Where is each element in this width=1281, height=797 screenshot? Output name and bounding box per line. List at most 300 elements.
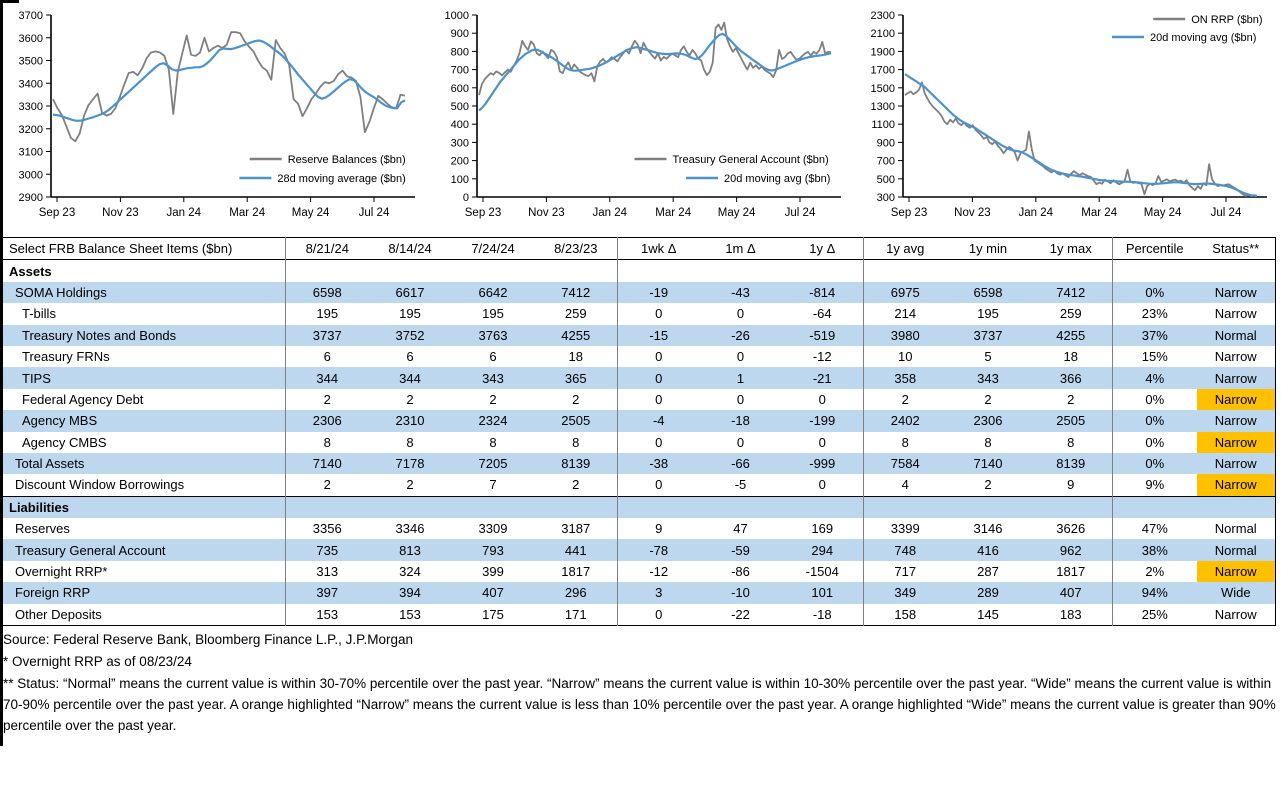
value-cell: 962 xyxy=(1030,539,1113,560)
value-cell xyxy=(947,496,1030,518)
svg-text:Sep 23: Sep 23 xyxy=(464,207,502,219)
percentile-cell: 0% xyxy=(1145,391,1165,407)
svg-text:700: 700 xyxy=(450,64,469,77)
row-label: Total Assets xyxy=(3,453,286,474)
value-cell: 7412 xyxy=(1030,282,1113,303)
percentile-cell: 0% xyxy=(1113,410,1197,431)
table-row xyxy=(3,367,1276,388)
value-cell: 8 xyxy=(1030,432,1113,453)
table-row xyxy=(3,325,1276,346)
row-label: Agency MBS xyxy=(3,410,286,431)
col-header: 1y min xyxy=(968,241,1008,257)
percentile-cell: 2% xyxy=(1145,564,1165,580)
row-label: Overnight RRP* xyxy=(3,561,286,582)
svg-text:1700: 1700 xyxy=(870,64,895,77)
value-cell: 169 xyxy=(782,518,864,539)
value-cell: 287 xyxy=(977,564,999,580)
value-cell: 313 xyxy=(316,564,339,580)
status-definition-note: ** Status: “Normal” means the current value is within 30-70% percentile over the past year. “Narrow” means the current value is within 10-30% percentile over the past year. “Wide” means the current value is within 70-90% percentile over the past year. A orange highlighted “Narrow” means the current value is less than 10% percentile over the past year. A orange highlighted “Wide” means the current value is greater than 90% percentile over the past year. xyxy=(3,676,1276,734)
value-cell: 0 xyxy=(782,389,864,410)
svg-text:700: 700 xyxy=(876,155,895,168)
value-cell: -86 xyxy=(731,564,750,580)
value-cell: 1817 xyxy=(1030,561,1113,582)
value-cell: -1504 xyxy=(782,561,864,582)
value-cell: -15 xyxy=(618,325,700,346)
value-cell: 1817 xyxy=(535,561,618,582)
value-cell: -5 xyxy=(734,477,747,493)
value-cell: 3980 xyxy=(864,325,947,346)
value-cell: 3346 xyxy=(395,521,425,537)
value-cell: 3 xyxy=(618,582,700,603)
svg-text:3000: 3000 xyxy=(18,169,43,182)
value-cell: 9 xyxy=(1030,474,1113,496)
value-cell: -38 xyxy=(618,453,700,474)
table-row xyxy=(3,389,1276,410)
value-cell: 259 xyxy=(1030,303,1113,324)
value-cell: 0 xyxy=(736,306,745,322)
value-cell: 7205 xyxy=(452,453,535,474)
value-cell xyxy=(700,496,782,518)
svg-text:Nov 23: Nov 23 xyxy=(954,207,991,219)
status-cell xyxy=(1197,260,1276,282)
value-cell: 407 xyxy=(452,582,535,603)
value-cell: 2 xyxy=(489,391,497,407)
value-cell xyxy=(535,496,618,518)
value-cell: 153 xyxy=(316,606,339,622)
table-row xyxy=(3,303,1276,324)
svg-text:3300: 3300 xyxy=(18,101,43,113)
value-cell: 2310 xyxy=(369,410,452,431)
status-cell: Narrow xyxy=(1197,453,1276,474)
value-cell xyxy=(864,496,947,518)
col-header: 7/24/24 xyxy=(471,241,515,257)
value-cell: 101 xyxy=(782,582,864,603)
svg-text:300: 300 xyxy=(450,137,469,150)
value-cell: 813 xyxy=(369,539,452,560)
row-label: Liabilities xyxy=(3,496,286,518)
col-header: 1y avg xyxy=(886,241,925,257)
percentile-cell: 25% xyxy=(1141,606,1168,622)
value-cell: 6617 xyxy=(369,282,452,303)
value-cell: 1 xyxy=(700,367,782,388)
value-cell xyxy=(864,260,947,282)
value-cell: 3737 xyxy=(286,325,369,346)
table-row xyxy=(3,518,1276,539)
row-label: Reserves xyxy=(3,518,286,539)
svg-text:ON RRP ($bn): ON RRP ($bn) xyxy=(1191,14,1263,26)
percentile-cell: 4% xyxy=(1113,367,1197,388)
col-header: 1m Δ xyxy=(725,241,756,257)
percentile-cell: 0% xyxy=(1113,453,1197,474)
svg-text:May 24: May 24 xyxy=(1143,207,1182,219)
row-label: Other Deposits xyxy=(3,604,286,626)
status-cell: Narrow xyxy=(1214,349,1257,365)
value-cell: 0 xyxy=(736,391,745,407)
value-cell: 3356 xyxy=(312,521,342,537)
col-header: 8/21/24 xyxy=(305,241,349,257)
svg-text:400: 400 xyxy=(450,119,469,132)
table-row xyxy=(3,604,1276,626)
svg-text:3500: 3500 xyxy=(18,55,43,68)
col-header: 8/14/24 xyxy=(388,241,432,257)
svg-text:Jan 24: Jan 24 xyxy=(166,207,202,219)
value-cell: 748 xyxy=(864,539,947,560)
value-cell: 18 xyxy=(535,346,618,367)
value-cell: 4255 xyxy=(1030,325,1113,346)
svg-text:Jan 24: Jan 24 xyxy=(1018,207,1054,219)
value-cell: 294 xyxy=(782,539,864,560)
percentile-cell xyxy=(1113,260,1197,282)
value-cell: 0 xyxy=(655,306,663,322)
svg-text:3100: 3100 xyxy=(18,146,43,159)
chart-reserve-balances xyxy=(3,5,429,233)
value-cell: 195 xyxy=(316,306,339,322)
page-border-left xyxy=(0,0,3,746)
svg-text:Nov 23: Nov 23 xyxy=(102,207,139,219)
value-cell: 735 xyxy=(286,539,369,560)
value-cell: 0 xyxy=(736,434,745,450)
chart-on-rrp xyxy=(855,5,1281,233)
value-cell: 145 xyxy=(977,606,999,622)
value-cell: 296 xyxy=(535,582,618,603)
value-cell: 3399 xyxy=(890,521,920,537)
row-label: T-bills xyxy=(3,303,286,324)
svg-text:28d moving average ($bn): 28d moving average ($bn) xyxy=(277,173,406,185)
value-cell: 195 xyxy=(399,306,421,322)
row-label: Discount Window Borrowings xyxy=(3,474,286,496)
value-cell xyxy=(286,260,369,282)
percentile-cell: 47% xyxy=(1141,521,1168,537)
table-row xyxy=(3,282,1276,303)
value-cell: 195 xyxy=(977,306,999,322)
value-cell: 4 xyxy=(901,477,909,493)
svg-text:800: 800 xyxy=(450,46,469,59)
value-cell: 2306 xyxy=(286,410,369,431)
value-cell: 5 xyxy=(984,349,992,365)
value-cell: -814 xyxy=(782,282,864,303)
on-rrp-line-chart xyxy=(855,5,1281,231)
percentile-cell: 0% xyxy=(1113,282,1197,303)
svg-text:1000: 1000 xyxy=(444,10,469,22)
value-cell: 6642 xyxy=(452,282,535,303)
value-cell: 793 xyxy=(452,539,535,560)
section-row xyxy=(3,496,1276,518)
status-cell: Narrow xyxy=(1214,606,1257,622)
value-cell: 3187 xyxy=(535,518,618,539)
value-cell: 214 xyxy=(894,306,917,322)
svg-text:Treasury General Account ($bn): Treasury General Account ($bn) xyxy=(672,154,829,166)
value-cell: 394 xyxy=(369,582,452,603)
value-cell: 8 xyxy=(535,432,618,453)
table-row xyxy=(3,582,1276,603)
value-cell: 365 xyxy=(535,367,618,388)
value-cell: 2324 xyxy=(452,410,535,431)
svg-text:May 24: May 24 xyxy=(291,207,330,219)
value-cell: 344 xyxy=(286,367,369,388)
col-header: 1wk Δ xyxy=(641,241,677,257)
section-row xyxy=(3,260,1276,282)
value-cell: 171 xyxy=(535,604,618,626)
col-header: Percentile xyxy=(1125,241,1184,257)
svg-text:Jul 24: Jul 24 xyxy=(784,207,816,219)
svg-text:3700: 3700 xyxy=(18,10,43,22)
table-row xyxy=(3,453,1276,474)
rrp-asof-note: * Overnight RRP as of 08/23/24 xyxy=(3,654,192,670)
value-cell: 7178 xyxy=(369,453,452,474)
percentile-cell: 94% xyxy=(1113,582,1197,603)
value-cell: 2 xyxy=(984,477,992,493)
value-cell: 349 xyxy=(864,582,947,603)
row-label: Federal Agency Debt xyxy=(3,389,286,410)
value-cell: 441 xyxy=(535,539,618,560)
value-cell: -4 xyxy=(618,410,700,431)
value-cell: 8 xyxy=(323,434,331,450)
value-cell: 7412 xyxy=(535,282,618,303)
status-cell: Narrow xyxy=(1197,389,1276,410)
value-cell: 289 xyxy=(947,582,1030,603)
value-cell xyxy=(452,496,535,518)
svg-text:Mar 24: Mar 24 xyxy=(1081,207,1118,219)
svg-text:500: 500 xyxy=(450,101,469,113)
value-cell: 2 xyxy=(406,477,414,493)
value-cell: 8 xyxy=(489,434,497,450)
svg-text:Jul 24: Jul 24 xyxy=(1210,207,1242,219)
value-cell: 3626 xyxy=(1030,518,1113,539)
value-cell: -12 xyxy=(649,564,669,580)
svg-text:1100: 1100 xyxy=(871,119,895,132)
table-row xyxy=(3,474,1276,496)
balance-sheet-table xyxy=(2,237,1276,626)
svg-text:600: 600 xyxy=(450,82,469,95)
value-cell: -199 xyxy=(782,410,864,431)
value-cell: 2505 xyxy=(535,410,618,431)
svg-text:200: 200 xyxy=(450,155,469,168)
status-cell: Normal xyxy=(1197,325,1276,346)
page-border-top xyxy=(0,0,19,3)
table-title: Select FRB Balance Sheet Items ($bn) xyxy=(3,238,286,260)
value-cell: 8 xyxy=(406,434,414,450)
svg-text:2900: 2900 xyxy=(18,192,43,204)
svg-text:20d moving avg ($bn): 20d moving avg ($bn) xyxy=(1150,32,1257,44)
table-row xyxy=(3,432,1276,453)
table-row xyxy=(3,561,1276,582)
value-cell: 6598 xyxy=(286,282,369,303)
value-cell: -64 xyxy=(782,303,864,324)
value-cell: 183 xyxy=(1030,604,1113,626)
value-cell: 2 xyxy=(406,391,414,407)
value-cell: 6 xyxy=(323,349,331,365)
value-cell: 397 xyxy=(286,582,369,603)
value-cell xyxy=(618,260,700,282)
table-header-row xyxy=(3,238,1276,260)
svg-text:500: 500 xyxy=(876,173,895,186)
value-cell: 259 xyxy=(535,303,618,324)
value-cell: -43 xyxy=(700,282,782,303)
status-cell: Wide xyxy=(1197,582,1276,603)
value-cell: -18 xyxy=(700,410,782,431)
value-cell: 8 xyxy=(984,434,992,450)
percentile-cell: 15% xyxy=(1141,349,1168,365)
value-cell: 6 xyxy=(406,349,414,365)
value-cell: 416 xyxy=(947,539,1030,560)
status-cell: Narrow xyxy=(1197,367,1276,388)
value-cell: 0 xyxy=(655,349,663,365)
row-label: Agency CMBS xyxy=(3,432,286,453)
value-cell: 343 xyxy=(947,367,1030,388)
status-cell xyxy=(1197,496,1276,518)
value-cell: 366 xyxy=(1030,367,1113,388)
svg-text:Jan 24: Jan 24 xyxy=(592,207,628,219)
svg-text:300: 300 xyxy=(876,192,895,204)
row-label: TIPS xyxy=(3,367,286,388)
value-cell: 344 xyxy=(369,367,452,388)
svg-text:Sep 23: Sep 23 xyxy=(890,207,928,219)
svg-text:Mar 24: Mar 24 xyxy=(655,207,692,219)
value-cell: 407 xyxy=(1030,582,1113,603)
value-cell: -12 xyxy=(782,346,864,367)
value-cell: 0 xyxy=(655,477,663,493)
value-cell: -26 xyxy=(700,325,782,346)
value-cell: 2505 xyxy=(1030,410,1113,431)
value-cell: 3763 xyxy=(452,325,535,346)
value-cell: 4255 xyxy=(535,325,618,346)
value-cell: -19 xyxy=(618,282,700,303)
svg-text:Jul 24: Jul 24 xyxy=(358,207,390,219)
value-cell: -18 xyxy=(782,604,864,626)
svg-text:2300: 2300 xyxy=(870,10,895,22)
value-cell: 3737 xyxy=(947,325,1030,346)
table-row xyxy=(3,410,1276,431)
value-cell: 7 xyxy=(489,477,497,493)
value-cell xyxy=(1030,260,1113,282)
svg-text:3400: 3400 xyxy=(18,78,43,91)
source-note: Source: Federal Reserve Bank, Bloomberg Finance L.P., J.P.Morgan xyxy=(3,632,413,648)
value-cell xyxy=(947,260,1030,282)
value-cell xyxy=(452,260,535,282)
value-cell xyxy=(1030,496,1113,518)
svg-text:Mar 24: Mar 24 xyxy=(229,207,266,219)
percentile-cell: 23% xyxy=(1141,306,1168,322)
col-header: Status** xyxy=(1212,241,1260,257)
svg-text:0: 0 xyxy=(462,192,469,204)
value-cell: 0 xyxy=(618,367,700,388)
value-cell: 195 xyxy=(482,306,504,322)
status-cell: Narrow xyxy=(1214,306,1257,322)
value-cell: -999 xyxy=(782,453,864,474)
value-cell: 2 xyxy=(323,391,331,407)
value-cell: -21 xyxy=(782,367,864,388)
value-cell: 2306 xyxy=(947,410,1030,431)
value-cell: 9 xyxy=(655,521,663,537)
percentile-cell: 0% xyxy=(1145,434,1165,450)
value-cell: 2 xyxy=(1030,389,1113,410)
value-cell: 175 xyxy=(482,606,504,622)
value-cell: 3309 xyxy=(478,521,508,537)
percentile-cell: 37% xyxy=(1113,325,1197,346)
value-cell: 47 xyxy=(733,521,748,537)
value-cell xyxy=(782,496,864,518)
value-cell: 2 xyxy=(535,389,618,410)
svg-text:900: 900 xyxy=(450,28,469,41)
svg-text:3200: 3200 xyxy=(18,123,43,136)
table-row xyxy=(3,539,1276,560)
svg-text:2100: 2100 xyxy=(870,28,895,41)
value-cell: 717 xyxy=(894,564,917,580)
status-cell: Narrow xyxy=(1197,410,1276,431)
value-cell: 153 xyxy=(399,606,421,622)
svg-text:900: 900 xyxy=(876,137,895,150)
value-cell: 6 xyxy=(489,349,497,365)
value-cell xyxy=(618,496,700,518)
value-cell xyxy=(369,496,452,518)
charts-row xyxy=(3,0,1281,233)
table-row xyxy=(3,346,1276,367)
value-cell: 2 xyxy=(535,474,618,496)
col-header: 1y Δ xyxy=(782,238,864,260)
value-cell: 8139 xyxy=(1030,453,1113,474)
row-label: Treasury General Account xyxy=(3,539,286,560)
value-cell xyxy=(535,260,618,282)
row-label: Treasury FRNs xyxy=(3,346,286,367)
value-cell: 0 xyxy=(655,606,663,622)
svg-text:1300: 1300 xyxy=(870,101,895,113)
status-cell: Normal xyxy=(1197,539,1276,560)
percentile-cell xyxy=(1113,496,1197,518)
value-cell: 0 xyxy=(736,349,745,365)
svg-text:Nov 23: Nov 23 xyxy=(528,207,565,219)
value-cell xyxy=(286,496,369,518)
value-cell: 0 xyxy=(655,391,663,407)
value-cell: 158 xyxy=(894,606,917,622)
svg-text:1900: 1900 xyxy=(870,46,895,59)
value-cell: 3752 xyxy=(369,325,452,346)
value-cell xyxy=(700,260,782,282)
svg-text:100: 100 xyxy=(450,173,469,186)
value-cell: -78 xyxy=(618,539,700,560)
status-cell: Narrow xyxy=(1197,561,1276,582)
footnotes xyxy=(3,629,1278,736)
row-label: Assets xyxy=(3,260,286,282)
value-cell: 3146 xyxy=(973,521,1003,537)
value-cell: 6975 xyxy=(864,282,947,303)
svg-text:May 24: May 24 xyxy=(717,207,756,219)
value-cell: 8 xyxy=(901,434,909,450)
col-header: 8/23/23 xyxy=(535,238,618,260)
value-cell: 18 xyxy=(1030,346,1113,367)
value-cell: 343 xyxy=(452,367,535,388)
chart-treasury-general-account xyxy=(429,5,855,233)
col-header: 1y max xyxy=(1030,238,1113,260)
value-cell: 2402 xyxy=(864,410,947,431)
value-cell: 2 xyxy=(323,477,331,493)
value-cell: 7140 xyxy=(947,453,1030,474)
percentile-cell: 38% xyxy=(1113,539,1197,560)
value-cell: -10 xyxy=(700,582,782,603)
value-cell: -22 xyxy=(731,606,750,622)
value-cell: 324 xyxy=(399,564,421,580)
svg-text:3600: 3600 xyxy=(18,32,43,45)
row-label: Treasury Notes and Bonds xyxy=(3,325,286,346)
svg-text:1500: 1500 xyxy=(870,82,895,95)
svg-text:20d moving avg ($bn): 20d moving avg ($bn) xyxy=(724,173,831,185)
value-cell: 0 xyxy=(782,432,864,453)
value-cell: 2 xyxy=(984,391,992,407)
percentile-cell: 9% xyxy=(1145,477,1165,493)
row-label: Foreign RRP xyxy=(3,582,286,603)
value-cell: 399 xyxy=(482,564,504,580)
treasury-general-account-line-chart xyxy=(429,5,855,231)
value-cell: 6598 xyxy=(947,282,1030,303)
